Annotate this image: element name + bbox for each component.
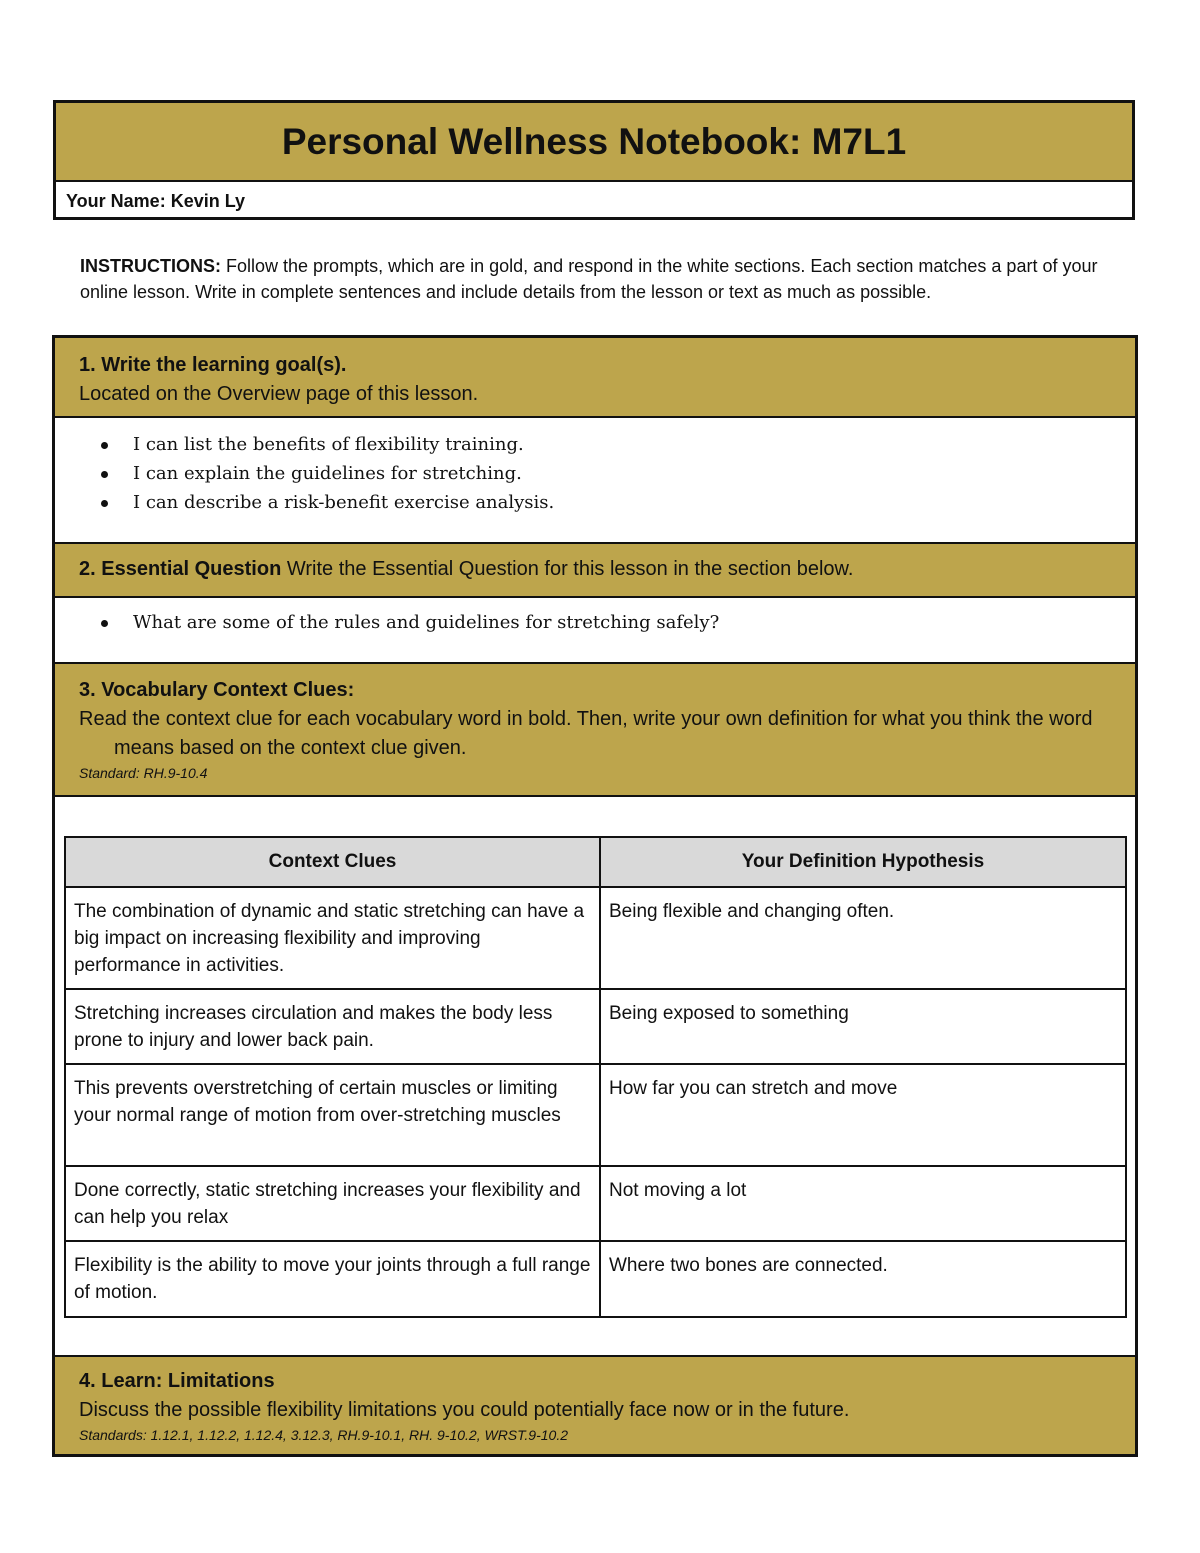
section4-heading: 4. Learn: Limitations <box>79 1370 275 1392</box>
table-row <box>65 1241 1126 1317</box>
instructions <box>80 253 1140 305</box>
instructions-label: INSTRUCTIONS: <box>80 256 221 276</box>
column-header-definition: Your Definition Hypothesis <box>600 837 1126 887</box>
name-row <box>56 182 1132 220</box>
section1-answers <box>55 430 1135 517</box>
table-row <box>65 989 1126 1064</box>
definition-cell[interactable]: Not moving a lot <box>600 1166 1126 1241</box>
section1-heading: 1. Write the learning goal(s). <box>79 354 347 376</box>
section4-standard: Standards: 1.12.1, 1.12.2, 1.12.4, 3.12.3, RH.9-10.1, RH. 9-10.2, WRST.9-10.2 <box>79 1427 568 1443</box>
definition-cell[interactable]: How far you can stretch and move <box>600 1064 1126 1166</box>
context-clue-cell: Done correctly, static stretching increases your flexibility and can help you relax <box>65 1166 600 1241</box>
definition-cell[interactable]: Being exposed to something <box>600 989 1126 1064</box>
section3-heading: 3. Vocabulary Context Clues: <box>79 679 355 701</box>
definition-cell[interactable]: Being flexible and changing often. <box>600 887 1126 989</box>
page-title: Personal Wellness Notebook: M7L1 <box>281 120 907 162</box>
section2-prompt <box>55 544 1135 598</box>
definition-cell[interactable]: Where two bones are connected. <box>600 1241 1126 1317</box>
list-item: I can explain the guidelines for stretching. <box>55 459 1135 488</box>
section1-prompt <box>55 338 1135 418</box>
vocab-table <box>64 836 1127 1318</box>
section4-prompt <box>55 1355 1135 1454</box>
table-row <box>65 1166 1126 1241</box>
context-clue-cell: Flexibility is the ability to move your joints through a full range of motion. <box>65 1241 600 1317</box>
section2-response[interactable] <box>55 598 1135 664</box>
instructions-text: Follow the prompts, which are in gold, and respond in the white sections. Each section matches a part of your online lesson. Write in complete sentences and include details from the lesson or text as much as possible. <box>80 256 1098 302</box>
section2-heading: 2. Essential Question <box>79 558 282 580</box>
table-header-row <box>65 837 1126 887</box>
section4-subtext: Discuss the possible flexibility limitations you could potentially face now or in the future. <box>79 1399 850 1421</box>
section3-prompt <box>55 664 1135 797</box>
title-band <box>56 103 1132 182</box>
context-clue-cell: The combination of dynamic and static stretching can have a big impact on increasing flexibility and improving performance in activities. <box>65 887 600 989</box>
section2-subtext: Write the Essential Question for this lesson in the section below. <box>286 558 854 580</box>
section3-standard: Standard: RH.9-10.4 <box>79 765 208 781</box>
table-row <box>65 1064 1126 1166</box>
name-value[interactable]: Kevin Ly <box>170 190 246 211</box>
header-box <box>53 100 1135 220</box>
worksheet <box>52 335 1138 1457</box>
section3-subtext: Read the context clue for each vocabulary word in bold. Then, write your own definition for what you think the word means based on the context clue given. <box>79 708 1093 759</box>
list-item: What are some of the rules and guidelines for stretching safely? <box>55 608 1135 637</box>
context-clue-cell: This prevents overstretching of certain muscles or limiting your normal range of motion from over-stretching muscles <box>65 1064 600 1166</box>
context-clue-cell: Stretching increases circulation and makes the body less prone to injury and lower back pain. <box>65 989 600 1064</box>
list-item: I can list the benefits of flexibility training. <box>55 430 1135 459</box>
name-label: Your Name: <box>66 190 166 211</box>
section1-subtext: Located on the Overview page of this lesson. <box>79 383 479 405</box>
column-header-context-clues: Context Clues <box>65 837 600 887</box>
list-item: I can describe a risk-benefit exercise analysis. <box>55 488 1135 517</box>
table-row <box>65 887 1126 989</box>
